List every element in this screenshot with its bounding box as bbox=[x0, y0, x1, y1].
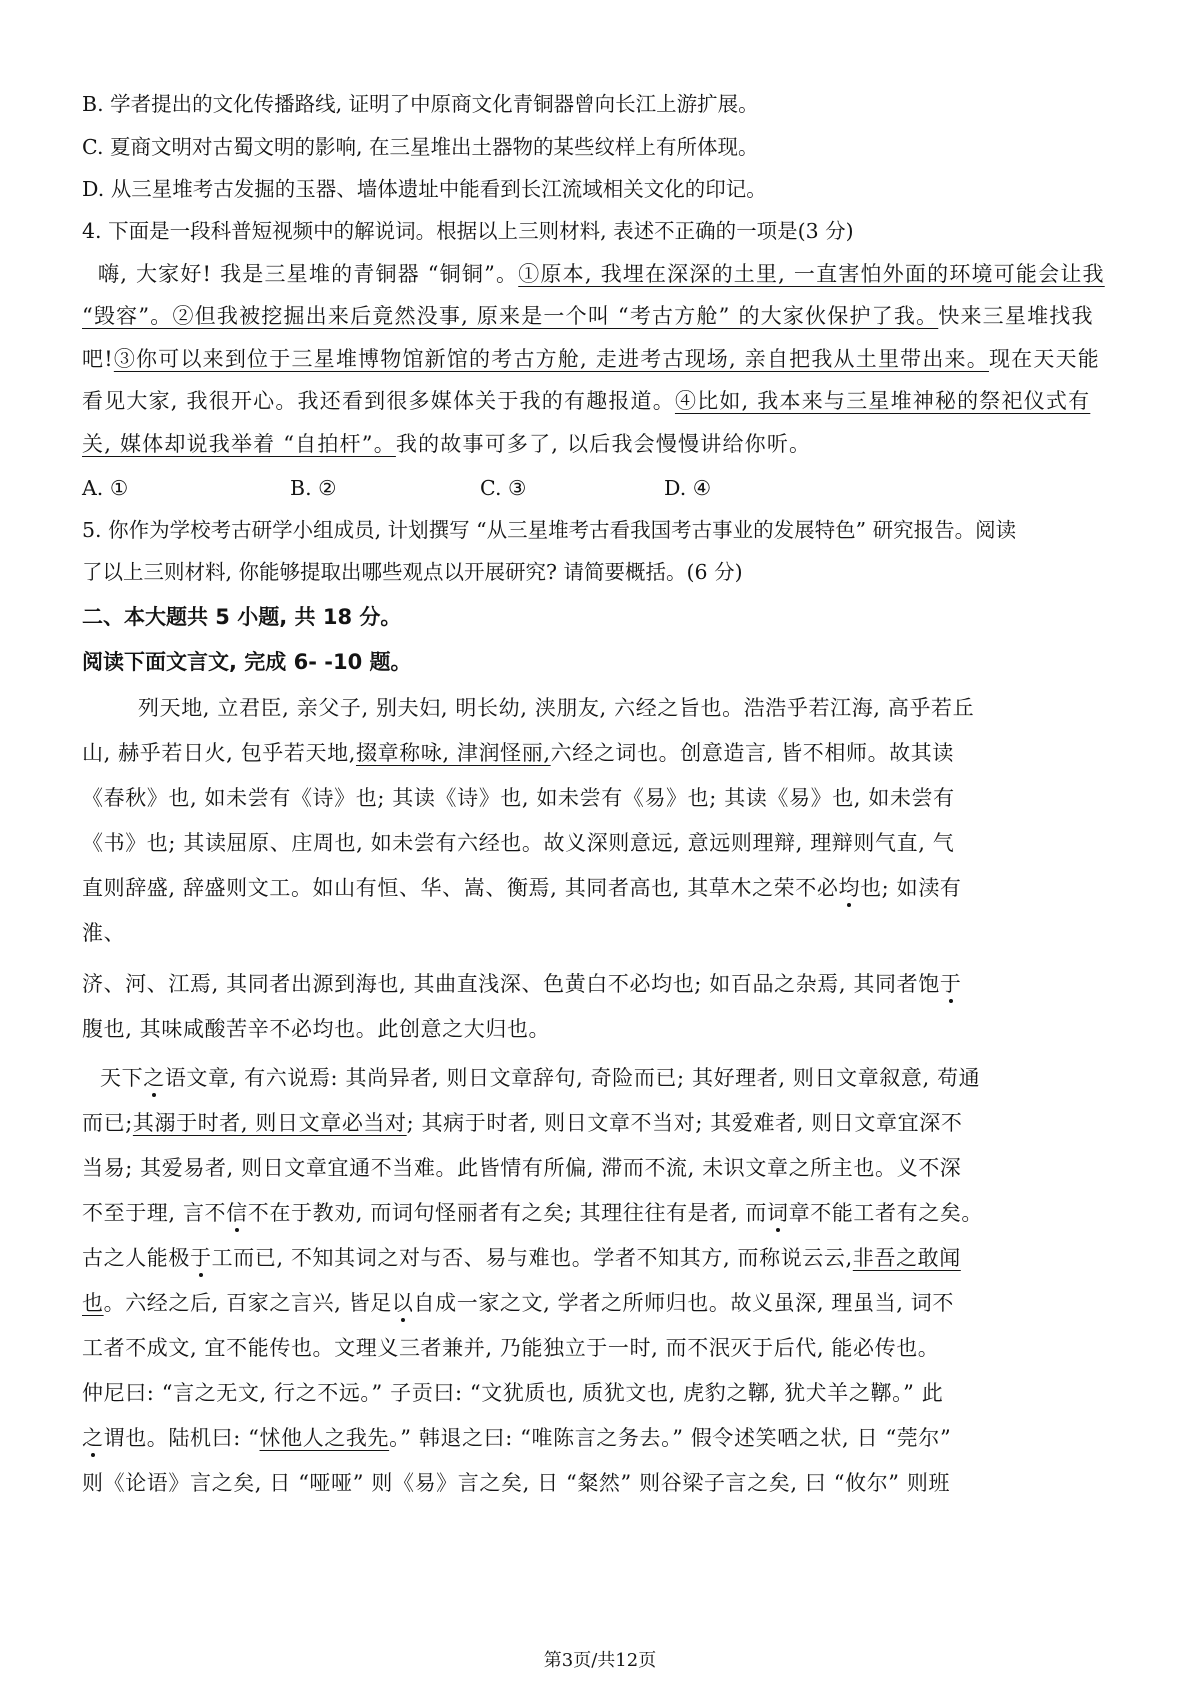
passage-text: 工而已, 不知其词之对与否、易与难也。学者不知其方, 而称说云云, bbox=[211, 1246, 853, 1270]
passage-line bbox=[82, 1289, 1142, 1317]
script-sentence-1: ①原本, 我埋在深深的土里, 一直害怕外面的环境可能会让我 bbox=[518, 262, 1105, 286]
dotted-character: 信 bbox=[226, 1201, 248, 1225]
choice-d: D. ④ bbox=[664, 476, 712, 500]
dotted-character: 均 bbox=[838, 876, 861, 900]
underlined-phrase: 怵他人之我先 bbox=[259, 1426, 390, 1450]
passage-line: 列天地, 立君臣, 亲父子, 别夫妇, 明长幼, 浃朋友, 六经之旨也。浩浩乎若江海, 高乎若丘 bbox=[138, 696, 975, 720]
passage-line: 工者不成文, 宜不能传也。文理义三者兼并, 乃能独立于一时, 而不泯灭于后代, 能必传也。 bbox=[82, 1336, 940, 1360]
dotted-character: 词 bbox=[767, 1201, 789, 1225]
passage-line bbox=[82, 1199, 1142, 1227]
passage-text: 天下 bbox=[100, 1066, 144, 1090]
passage-line: 则《论语》言之矣, 日 “哑哑” 则《易》言之矣, 日 “粲然” 则谷梁子言之矣, 曰 “攸尔” 则班 bbox=[82, 1471, 951, 1495]
dotted-character: 之 bbox=[143, 1066, 165, 1090]
passage-line: 淮、 bbox=[82, 921, 126, 945]
video-script-line-2 bbox=[82, 302, 1142, 330]
passage-text: 自成一家之文, 学者之所师归也。故义虽深, 理虽当, 词不 bbox=[413, 1291, 954, 1315]
option-c: C. 夏商文明对古蜀文明的影响, 在三星堆出土器物的某些纹样上有所体现。 bbox=[82, 135, 759, 159]
passage-line bbox=[82, 1109, 1142, 1137]
passage-line: 腹也, 其味咸酸苦辛不必均也。此创意之大归也。 bbox=[82, 1017, 551, 1041]
passage-text: 而已; bbox=[82, 1111, 133, 1135]
option-d: D. 从三星堆考古发掘的玉器、墙体遗址中能看到长江流域相关文化的印记。 bbox=[82, 177, 767, 201]
section-heading: 二、本大题共 5 小题, 共 18 分。 bbox=[82, 605, 402, 629]
script-text: 看见大家, 我很开心。我还看到很多媒体关于我的有趣报道。 bbox=[82, 389, 675, 413]
script-text: 吧! bbox=[82, 347, 114, 371]
underlined-phrase: 掇章称咏, 津润怪丽, bbox=[355, 741, 551, 765]
passage-line bbox=[82, 1244, 1142, 1272]
passage-text: 。六经之后, 百家之言兴, 皆足 bbox=[103, 1291, 392, 1315]
passage-line bbox=[82, 739, 1142, 767]
script-text: 快来三星堆找我 bbox=[938, 304, 1094, 328]
question-4-stem: 4. 下面是一段科普短视频中的解说词。根据以上三则材料, 表述不正确的一项是(3 分) bbox=[82, 219, 854, 243]
script-sentence-1-end: “毁容”。 bbox=[82, 304, 173, 328]
underlined-phrase: 也 bbox=[82, 1291, 104, 1315]
passage-line bbox=[82, 1424, 1142, 1452]
dotted-character: 之 bbox=[82, 1426, 104, 1450]
script-sentence-2: ②但我被挖掘出来后竟然没事, 原来是一个叫 “考古方舱” 的大家伙保护了我。 bbox=[172, 304, 939, 328]
passage-text: 不在于教劝, 而词句怪丽者有之矣; 其理往往有是者, 而 bbox=[247, 1201, 768, 1225]
video-script-line-4 bbox=[82, 387, 1142, 415]
video-script-line-3 bbox=[82, 345, 1142, 373]
script-greeting: 嗨, 大家好! 我是三星堆的青铜器 “铜铜”。 bbox=[98, 262, 519, 286]
question-5-line-2: 了以上三则材料, 你能够提取出哪些观点以开展研究? 请简要概括。(6 分) bbox=[82, 560, 743, 584]
script-sentence-3: ③你可以来到位于三星堆博物馆新馆的考古方舱, 走进考古现场, 亲自把我从土里带出来。 bbox=[113, 347, 989, 371]
passage-text: 直则辞盛, 辞盛则文工。如山有恒、华、嵩、衡焉, 其同者高也, 其草木之荣不必 bbox=[82, 876, 839, 900]
passage-text: 六经之词也。创意造言, 皆不相师。故其读 bbox=[550, 741, 954, 765]
passage-line bbox=[82, 874, 1142, 902]
script-text: 现在天天能 bbox=[988, 347, 1100, 371]
video-script-line-5 bbox=[82, 430, 1142, 458]
passage-text: 章不能工者有之矣。 bbox=[788, 1201, 984, 1225]
passage-text: 。” 韩退之曰: “唯陈言之务去。” 假令述笑哂之状, 日 “莞尔” bbox=[389, 1426, 952, 1450]
choice-a: A. ① bbox=[82, 476, 129, 500]
page-footer: 第3页/共12页 bbox=[543, 1650, 657, 1671]
script-sentence-4-end: 关, 媒体却说我举着 “自拍杆”。 bbox=[82, 432, 396, 456]
passage-text: 语文章, 有六说焉: 其尚异者, 则日文章辞句, 奇险而已; 其好理者, 则日文章叙意, 苟通 bbox=[164, 1066, 981, 1090]
question-5-line-1: 5. 你作为学校考古研学小组成员, 计划撰写 “从三星堆考古看我国考古事业的发展特色” 研究报告。阅读 bbox=[82, 518, 1017, 542]
script-text: 我的故事可多了, 以后我会慢慢讲给你听。 bbox=[395, 432, 812, 456]
passage-line bbox=[82, 970, 1142, 998]
video-script-line-1 bbox=[98, 260, 1158, 288]
passage-text: 济、河、江焉, 其同者出源到海也, 其曲直浅深、色黄白不必均也; 如百品之杂焉, 其同者饱 bbox=[82, 972, 940, 996]
passage-text: 也; 如渎有 bbox=[860, 876, 962, 900]
dotted-character: 于 bbox=[939, 972, 962, 996]
choice-c: C. ③ bbox=[480, 476, 527, 500]
choice-b: B. ② bbox=[290, 476, 337, 500]
passage-line: 当易; 其爱易者, 则日文章宜通不当难。此皆情有所偏, 滞而不流, 未识文章之所主也。义不深 bbox=[82, 1156, 962, 1180]
passage-text: 谓也。陆机曰: “ bbox=[103, 1426, 260, 1450]
passage-line bbox=[100, 1064, 1160, 1092]
passage-line: 《书》也; 其读屈原、庄周也, 如未尝有六经也。故义深则意远, 意远则理辩, 理辩则气直, 气 bbox=[82, 831, 955, 855]
passage-text: 山, 赫乎若日火, 包乎若天地, bbox=[82, 741, 356, 765]
underlined-phrase: 非吾之敢闻 bbox=[852, 1246, 961, 1270]
passage-text: ; 其病于时者, 则日文章不当对; 其爱难者, 则日文章宜深不 bbox=[406, 1111, 963, 1135]
script-sentence-4: ④比如, 我本来与三星堆神秘的祭祀仪式有 bbox=[674, 389, 1091, 413]
option-b: B. 学者提出的文化传播路线, 证明了中原商文化青铜器曾向长江上游扩展。 bbox=[82, 92, 759, 116]
dotted-character: 以 bbox=[391, 1291, 414, 1315]
passage-line: 仲尼曰: “言之无文, 行之不远。” 子贡曰: “文犹质也, 质犹文也, 虎豹之鞹, 犹犬羊之鞹。” 此 bbox=[82, 1381, 944, 1405]
passage-text: 古之人能极 bbox=[82, 1246, 190, 1270]
passage-line: 《春秋》也, 如未尝有《诗》也; 其读《诗》也, 如未尝有《易》也; 其读《易》也, 如未尝有 bbox=[82, 786, 955, 810]
passage-text: 不至于理, 言不 bbox=[82, 1201, 227, 1225]
underlined-phrase: 其溺于时者, 则日文章必当对 bbox=[132, 1111, 407, 1135]
section-instruction: 阅读下面文言文, 完成 6- -10 题。 bbox=[82, 650, 412, 674]
dotted-character: 于 bbox=[190, 1246, 212, 1270]
